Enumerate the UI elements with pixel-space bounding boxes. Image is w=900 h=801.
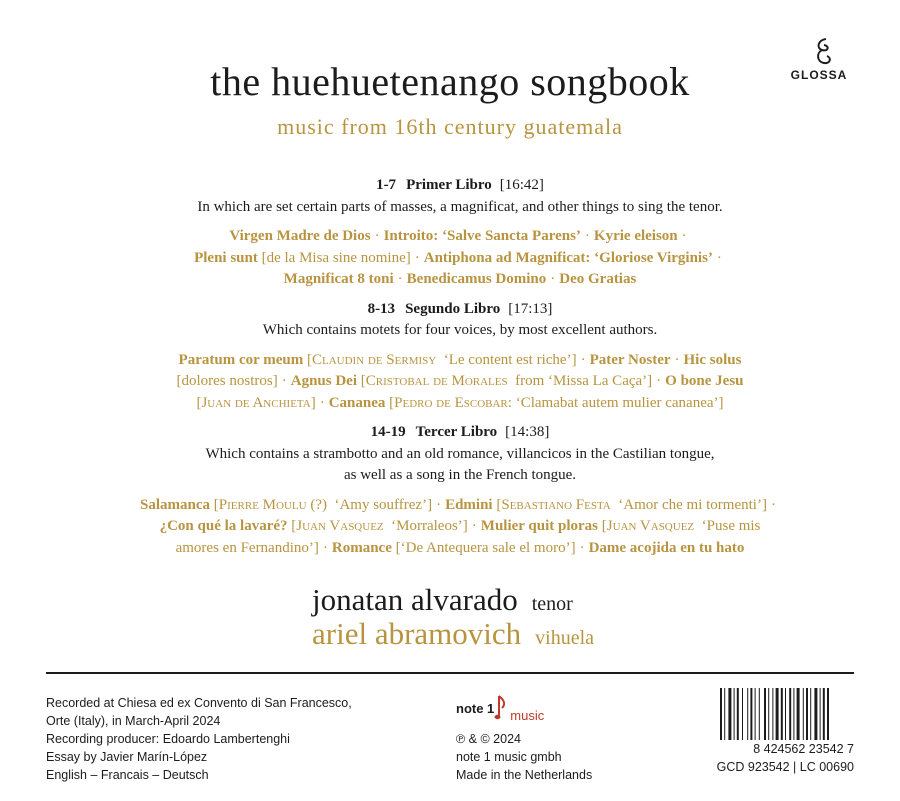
book-duration: [16:42]	[499, 177, 544, 193]
work-note: [‘De Antequera sale el moro’]	[395, 539, 576, 556]
catalog-number: GCD 923542 | LC 00690	[716, 760, 854, 774]
work-title: Kyrie eleison	[593, 228, 678, 244]
barcode-number: 8 424562 23542 7	[753, 742, 854, 756]
work-note: [dolores nostros]	[176, 373, 278, 389]
book-works	[60, 350, 860, 415]
label-name: GLOSSA	[790, 68, 848, 82]
credit-line: Essay by Javier Marín-López	[46, 750, 208, 764]
barcode-block	[717, 688, 854, 776]
recording-credits	[46, 694, 352, 784]
book-section	[60, 422, 860, 559]
book-header	[60, 175, 860, 197]
book-name: Tercer Libro	[415, 424, 498, 440]
book-section	[60, 175, 860, 291]
book-works	[60, 226, 860, 291]
album-subtitle: music from 16th century guatemala	[277, 114, 623, 139]
note1-logo	[456, 692, 592, 726]
works-line: amores en Fernandino’] · Romance [‘De Antequera sale el moro’] · Dame acojida en tu hato	[175, 539, 745, 556]
track-range: 14-19	[370, 424, 406, 440]
work-title: Hic solus	[683, 351, 742, 368]
book-description: In which are set certain parts of masses, a magnificat, and other things to sing the tenor.	[197, 198, 723, 215]
work-title: Agnus Dei	[290, 373, 357, 389]
book-works	[60, 495, 860, 560]
book-section	[60, 299, 860, 415]
work-note: [Juan de Anchieta]	[196, 394, 316, 411]
work-title: Antiphona ad Magnificat: ‘Gloriose Virginis’	[423, 249, 713, 266]
credit-line: Recording producer: Edoardo Lambertenghi	[46, 732, 290, 746]
performer-role: tenor	[531, 593, 573, 615]
distributor-info	[456, 692, 592, 784]
works-line: Salamanca [Pierre Moulu (?) ‘Amy souffrez’] · Edmini [Sebastiano Festa ‘Amor che mi tormenti’] ·	[140, 496, 776, 513]
book-description: as well as a song in the French tongue.	[343, 467, 577, 483]
book-header	[60, 299, 860, 321]
album-title: the huehuetenango songbook	[210, 59, 690, 104]
work-title: Pleni sunt	[194, 249, 258, 266]
credit-line: Orte (Italy), in March-April 2024	[46, 714, 221, 728]
note1-logo-text: note 1	[456, 701, 495, 716]
work-title: ¿Con qué la lavaré?	[159, 518, 288, 534]
work-title: Deo Gratias	[559, 271, 637, 287]
copyright-line: ℗ & © 2024	[456, 732, 521, 746]
performer	[312, 582, 573, 618]
works-line: [Juan de Anchieta] · Cananea [Pedro de Escobar: ‘Clamabat autem mulier cananea’]	[196, 394, 724, 411]
work-note: [Juan Vasquez ‘Puse mis	[601, 518, 761, 534]
performer-role: vihuela	[535, 627, 595, 649]
work-title: Salamanca	[140, 496, 211, 513]
book-description: Which contains motets for four voices, by most excellent authors.	[262, 322, 658, 338]
origin-line: Made in the Netherlands	[456, 768, 593, 782]
work-note: [Claudin de Sermisy ‘Le content est riche’]	[306, 351, 577, 368]
work-title: O bone Jesu	[665, 373, 744, 389]
divider	[46, 672, 854, 674]
work-title: Cananea	[328, 394, 386, 411]
performer-name: ariel abramovich	[312, 616, 522, 651]
track-range: 8-13	[367, 300, 396, 317]
book-duration: [17:13]	[508, 300, 553, 317]
barcode-icon	[720, 688, 854, 740]
performer-name: jonatan alvarado	[312, 582, 518, 617]
work-title: Edmini	[445, 496, 493, 513]
book-description: Which contains a strambotto and an old romance, villancicos in the Castilian tongue,	[205, 445, 715, 462]
music-note-icon	[494, 694, 508, 724]
work-note: [Sebastiano Festa ‘Amor che mi tormenti’]	[496, 496, 767, 513]
works-line: Magnificat 8 toni · Benedicamus Domino · Deo Gratias	[283, 271, 637, 287]
work-title: Paratum cor meum	[178, 351, 304, 368]
works-line: Pleni sunt [de la Misa sine nomine] · Antiphona ad Magnificat: ‘Gloriose Virginis’ ·	[194, 249, 722, 266]
work-title: Romance	[331, 539, 392, 556]
work-title: Pater Noster	[589, 351, 671, 368]
work-title: Benedicamus Domino	[406, 271, 547, 287]
book-name: Segundo Libro	[405, 300, 501, 317]
work-note: [de la Misa sine nomine]	[261, 249, 411, 266]
works-line: ¿Con qué la lavaré? [Juan Vasquez ‘Morraleos’] · Mulier quit ploras [Juan Vasquez ‘Puse mis	[159, 518, 761, 534]
book-name: Primer Libro	[406, 177, 492, 193]
works-line: Virgen Madre de Dios · Introito: ‘Salve Sancta Parens’ · Kyrie eleison ·	[229, 228, 687, 244]
track-program	[60, 175, 860, 567]
book-duration: [14:38]	[505, 424, 550, 440]
track-range: 1-7	[376, 177, 397, 193]
works-line: [dolores nostros] · Agnus Dei [Cristobal de Morales from ‘Missa La Caça’] · O bone Jesu	[176, 373, 744, 389]
work-title: Dame acojida en tu hato	[588, 539, 745, 556]
credit-line: Recorded at Chiesa ed ex Convento di San Francesco,	[46, 696, 352, 710]
note1-logo-subtext: music	[510, 708, 545, 723]
work-note: amores en Fernandino’]	[175, 539, 319, 556]
performer	[312, 616, 594, 652]
work-note: [Cristobal de Morales from ‘Missa La Caça’]	[360, 373, 653, 389]
work-note: [Pedro de Escobar: ‘Clamabat autem mulier cananea’]	[389, 394, 724, 411]
work-title: Mulier quit ploras	[480, 518, 599, 534]
works-line: Paratum cor meum [Claudin de Sermisy ‘Le content est riche’] · Pater Noster · Hic solus	[178, 351, 742, 368]
company-line: note 1 music gmbh	[456, 750, 562, 764]
work-title: Magnificat 8 toni	[283, 271, 394, 287]
work-title: Introito: ‘Salve Sancta Parens’	[383, 228, 581, 244]
work-title: Virgen Madre de Dios	[229, 228, 371, 244]
credit-line: English – Francais – Deutsch	[46, 768, 209, 782]
book-header	[60, 422, 860, 444]
work-note: [Juan Vasquez ‘Morraleos’]	[291, 518, 468, 534]
work-note: [Pierre Moulu (?) ‘Amy souffrez’]	[213, 496, 433, 513]
